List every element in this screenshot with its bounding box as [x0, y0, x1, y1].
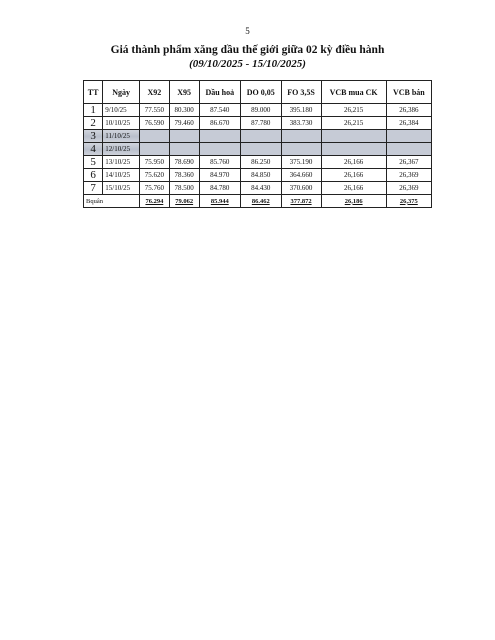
row-date: 13/10/25	[103, 156, 140, 169]
table-cell: 87.780	[240, 117, 281, 130]
table-cell: 80.300	[169, 104, 199, 117]
row-number: 5	[84, 156, 103, 169]
table-cell: 76.590	[139, 117, 169, 130]
table-row	[84, 104, 432, 117]
table-cell: 395.180	[281, 104, 321, 117]
table-row	[84, 130, 432, 143]
row-date: 10/10/25	[103, 117, 140, 130]
row-number: 1	[84, 104, 103, 117]
table-cell: 26,215	[321, 104, 386, 117]
header-do: DO 0,05	[240, 81, 281, 104]
average-cell: 377.872	[281, 195, 321, 208]
header-vcb-sell: VCB bán	[386, 81, 431, 104]
average-label: Bquân	[84, 195, 140, 208]
average-cell: 86.462	[240, 195, 281, 208]
average-cell: 26,375	[386, 195, 431, 208]
table-cell: 86.250	[240, 156, 281, 169]
table-row	[84, 143, 432, 156]
row-number: 2	[84, 117, 103, 130]
table-cell: 26,215	[321, 117, 386, 130]
row-number: 3	[84, 130, 103, 143]
average-cell: 76.294	[139, 195, 169, 208]
table-row	[84, 156, 432, 169]
table-cell	[199, 143, 240, 156]
row-number: 7	[84, 182, 103, 195]
fuel-price-table	[83, 80, 432, 208]
table-cell: 77.550	[139, 104, 169, 117]
header-vcb-buy: VCB mua CK	[321, 81, 386, 104]
date-range-subtitle: (09/10/2025 - 15/10/2025)	[189, 58, 306, 70]
table-cell: 84.970	[199, 169, 240, 182]
table-cell: 89.000	[240, 104, 281, 117]
table-cell: 26,166	[321, 182, 386, 195]
table-cell: 75.620	[139, 169, 169, 182]
table-cell: 84.850	[240, 169, 281, 182]
row-number: 6	[84, 169, 103, 182]
table-cell: 383.730	[281, 117, 321, 130]
table-cell	[199, 130, 240, 143]
table-cell: 79.460	[169, 117, 199, 130]
table-cell	[386, 130, 431, 143]
table-cell: 84.780	[199, 182, 240, 195]
table-cell: 370.600	[281, 182, 321, 195]
header-x95: X95	[169, 81, 199, 104]
table-cell: 26,166	[321, 156, 386, 169]
row-date: 11/10/25	[103, 130, 140, 143]
table-cell: 84.430	[240, 182, 281, 195]
table-cell	[169, 143, 199, 156]
table-cell	[321, 143, 386, 156]
header-fo: FO 3,5S	[281, 81, 321, 104]
table-cell	[240, 143, 281, 156]
table-cell: 75.950	[139, 156, 169, 169]
table-cell: 78.500	[169, 182, 199, 195]
page-title: Giá thành phẩm xăng dầu thế giới giữa 02 kỳ điều hành	[110, 44, 385, 56]
table-cell	[139, 143, 169, 156]
table-cell: 364.660	[281, 169, 321, 182]
table-cell: 26,384	[386, 117, 431, 130]
table-cell: 78.690	[169, 156, 199, 169]
table-cell	[139, 130, 169, 143]
header-kerosene: Dầu hoả	[199, 81, 240, 104]
table-cell: 75.760	[139, 182, 169, 195]
table-cell	[240, 130, 281, 143]
table-cell: 26,369	[386, 182, 431, 195]
table-cell: 85.760	[199, 156, 240, 169]
table-row	[84, 117, 432, 130]
table-cell: 87.540	[199, 104, 240, 117]
table-cell	[281, 130, 321, 143]
row-date: 15/10/25	[103, 182, 140, 195]
average-cell: 79.062	[169, 195, 199, 208]
table-cell: 26,166	[321, 169, 386, 182]
row-date: 12/10/25	[103, 143, 140, 156]
row-date: 14/10/25	[103, 169, 140, 182]
row-date: 9/10/25	[103, 104, 140, 117]
table-cell: 26,367	[386, 156, 431, 169]
page-number: 5	[245, 26, 250, 36]
table-row	[84, 182, 432, 195]
header-date: Ngày	[103, 81, 140, 104]
table-row	[84, 169, 432, 182]
header-tt: TT	[84, 81, 103, 104]
table-cell	[169, 130, 199, 143]
table-cell	[281, 143, 321, 156]
table-cell	[386, 143, 431, 156]
table-cell: 375.190	[281, 156, 321, 169]
table-cell: 26,386	[386, 104, 431, 117]
table-cell: 26,369	[386, 169, 431, 182]
table-cell: 86.670	[199, 117, 240, 130]
header-x92: X92	[139, 81, 169, 104]
table-header-row	[84, 81, 432, 104]
row-number: 4	[84, 143, 103, 156]
average-cell: 85.944	[199, 195, 240, 208]
table-cell: 78.360	[169, 169, 199, 182]
table-cell	[321, 130, 386, 143]
average-cell: 26,186	[321, 195, 386, 208]
average-row	[84, 195, 432, 208]
